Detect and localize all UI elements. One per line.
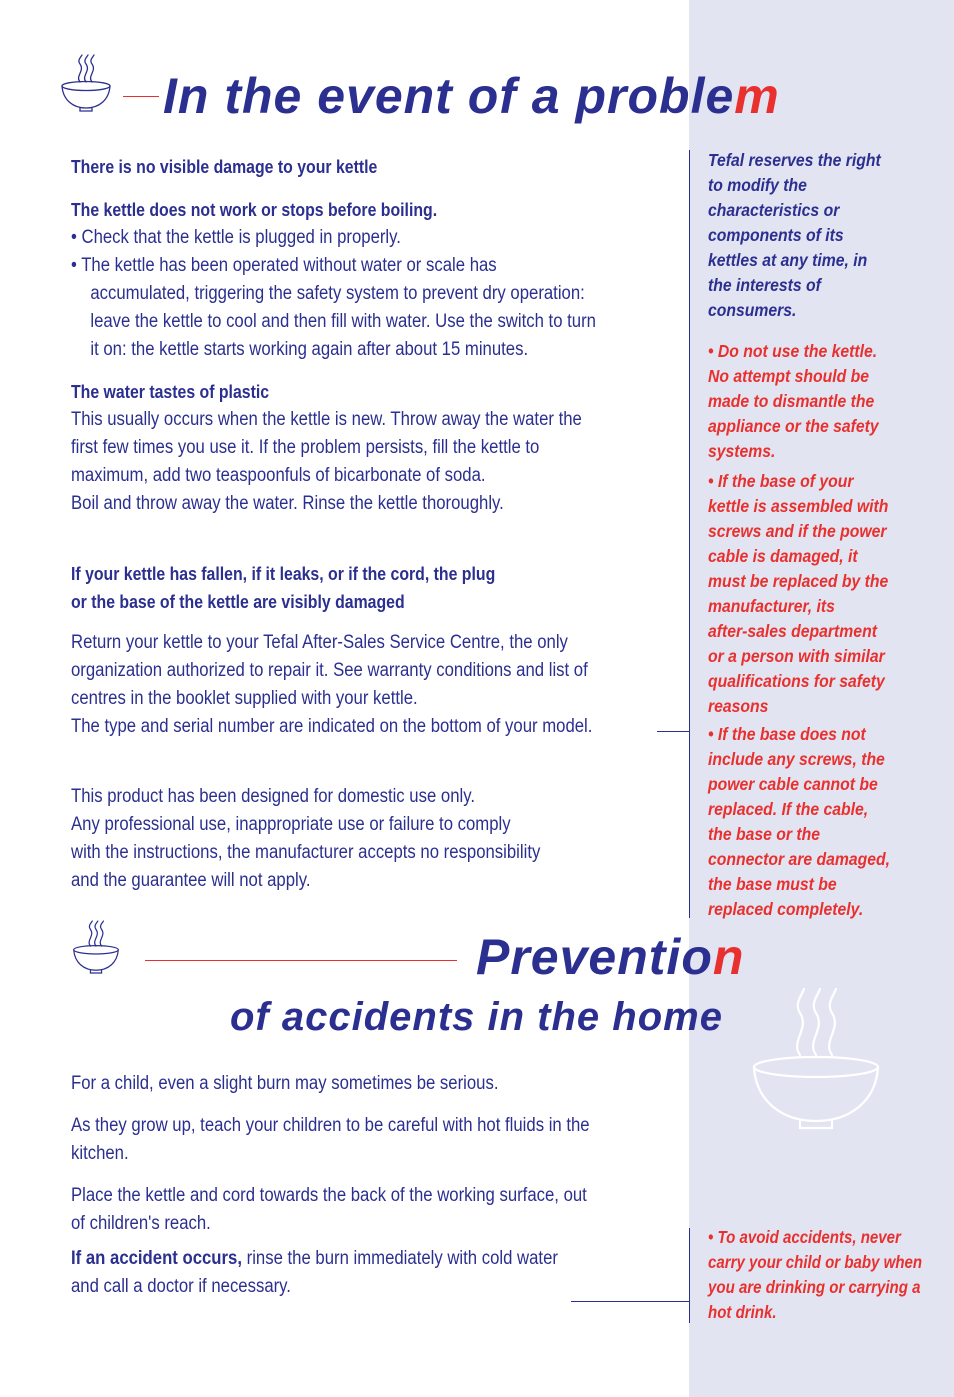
- note-line: characteristics or: [708, 200, 840, 220]
- warning-line: reasons: [708, 696, 769, 716]
- prevention-rule: [145, 960, 457, 961]
- title-text: In the event of a proble: [163, 68, 735, 124]
- prevention-subtitle: of accidents in the home: [230, 995, 723, 1039]
- text-line: and the guarantee will not apply.: [71, 870, 311, 891]
- warning-line: after-sales department: [708, 621, 877, 641]
- warning-line: • If the base of your: [708, 471, 854, 491]
- connector-line-bottom: [571, 1301, 689, 1302]
- warning-line: connector are damaged,: [708, 849, 891, 869]
- prevention-p2: [71, 1112, 590, 1168]
- warning-line: cable is damaged, it: [708, 546, 858, 566]
- warning-line: systems.: [708, 441, 776, 461]
- text-line: first few times you use it. If the problem persists, fill the kettle to: [71, 437, 540, 458]
- accident-bold: If an accident occurs,: [71, 1248, 242, 1269]
- bowl-icon-small: [70, 918, 122, 976]
- warning-line: appliance or the safety: [708, 416, 879, 436]
- heading-plastic-taste: The water tastes of plastic: [71, 382, 270, 402]
- text-line: accumulated, triggering the safety system to prevent dry operation:: [90, 283, 585, 304]
- note-line: components of its: [708, 225, 844, 245]
- large-bowl-illustration: [748, 983, 884, 1133]
- warning-line: • If the base does not: [708, 724, 866, 744]
- text-line: it on: the kettle starts working again after about 15 minutes.: [90, 339, 529, 360]
- note-line: the interests of: [708, 275, 821, 295]
- heading-not-working: The kettle does not work or stops before boiling.: [71, 200, 438, 220]
- warning-line: No attempt should be: [708, 366, 870, 386]
- warning-line: qualifications for safety: [708, 671, 885, 691]
- connector-line: [657, 731, 689, 732]
- text-line: The type and serial number are indicated on the bottom of your model.: [71, 716, 593, 737]
- note-line: kettles at any time, in: [708, 250, 868, 270]
- prevention-p1: For a child, even a slight burn may sometimes be serious.: [71, 1073, 499, 1094]
- page-title: [163, 64, 780, 128]
- warning-line: hot drink.: [708, 1302, 777, 1322]
- text-line: This product has been designed for domestic use only.: [71, 786, 476, 807]
- text-line: kitchen.: [71, 1143, 129, 1164]
- plastic-taste-text: [71, 406, 582, 518]
- text-line: Boil and throw away the water. Rinse the kettle thoroughly.: [71, 493, 504, 514]
- prevention-title-text: Preventio: [476, 929, 713, 985]
- title-accent-letter: m: [734, 68, 780, 124]
- text-line: maximum, add two teaspoonfuls of bicarbonate of soda.: [71, 465, 486, 486]
- warning-line: replaced. If the cable,: [708, 799, 869, 819]
- warning-line: carry your child or baby when: [708, 1252, 923, 1272]
- bullet-safety-system: [71, 252, 596, 364]
- note-line: Tefal reserves the right: [708, 150, 881, 170]
- warning-line: screws and if the power: [708, 521, 887, 541]
- text-line: of children's reach.: [71, 1213, 211, 1234]
- text-line: with the instructions, the manufacturer accepts no responsibility: [71, 842, 541, 863]
- sidebar-warning-2: [708, 469, 888, 719]
- text-line: centres in the booklet supplied with your kettle.: [71, 688, 418, 709]
- warning-line: must be replaced by the: [708, 571, 889, 591]
- warning-line: made to dismantle the: [708, 391, 875, 411]
- text-line: leave the kettle to cool and then fill with water. Use the switch to turn: [90, 311, 596, 332]
- bowl-icon: [58, 52, 114, 114]
- warning-line: manufacturer, its: [708, 596, 835, 616]
- heading-visibly-damaged: [71, 560, 495, 616]
- warning-line: the base must be: [708, 874, 837, 894]
- title-rule: [123, 96, 159, 97]
- sidebar-note: [708, 148, 881, 323]
- sidebar-warning-1: [708, 339, 879, 464]
- heading-line: If your kettle has fallen, if it leaks, or if the cord, the plug: [71, 564, 496, 584]
- bullet-plugged: • Check that the kettle is plugged in properly.: [71, 227, 401, 248]
- warning-line: the base or the: [708, 824, 821, 844]
- domestic-use-text: [71, 783, 540, 895]
- text-line: This usually occurs when the kettle is new. Throw away the water the: [71, 409, 582, 430]
- warning-line: include any screws, the: [708, 749, 885, 769]
- warning-line: replaced completely.: [708, 899, 864, 919]
- text-line: and call a doctor if necessary.: [71, 1276, 291, 1297]
- text-line: Return your kettle to your Tefal After-Sales Service Centre, the only: [71, 632, 568, 653]
- heading-no-damage: There is no visible damage to your kettle: [71, 157, 378, 177]
- text-line: [71, 1245, 558, 1273]
- note-line: to modify the: [708, 175, 807, 195]
- prevention-accent-letter: n: [712, 929, 745, 985]
- prevention-title: [476, 925, 744, 989]
- after-sales-text: [71, 629, 592, 741]
- sidebar-warning-3: [708, 722, 890, 922]
- prevention-p4: [71, 1245, 558, 1301]
- sidebar-divider-bottom: [689, 1228, 690, 1323]
- warning-line: • Do not use the kettle.: [708, 341, 878, 361]
- text-line: As they grow up, teach your children to be careful with hot fluids in the: [71, 1115, 590, 1136]
- prevention-p3: [71, 1182, 587, 1238]
- warning-line: power cable cannot be: [708, 774, 878, 794]
- text-line: organization authorized to repair it. See warranty conditions and list of: [71, 660, 588, 681]
- text-line: Any professional use, inappropriate use or failure to comply: [71, 814, 511, 835]
- sidebar-warning-4: [708, 1225, 922, 1325]
- sidebar-divider-top: [689, 150, 690, 918]
- warning-line: you are drinking or carrying a: [708, 1277, 921, 1297]
- text-line: Place the kettle and cord towards the back of the working surface, out: [71, 1185, 587, 1206]
- warning-line: or a person with similar: [708, 646, 885, 666]
- warning-line: kettle is assembled with: [708, 496, 889, 516]
- note-line: consumers.: [708, 300, 797, 320]
- accident-rest: rinse the burn immediately with cold water: [241, 1248, 558, 1269]
- warning-line: • To avoid accidents, never: [708, 1227, 901, 1247]
- heading-line: or the base of the kettle are visibly damaged: [71, 592, 405, 612]
- text-line: • The kettle has been operated without water or scale has: [71, 255, 497, 276]
